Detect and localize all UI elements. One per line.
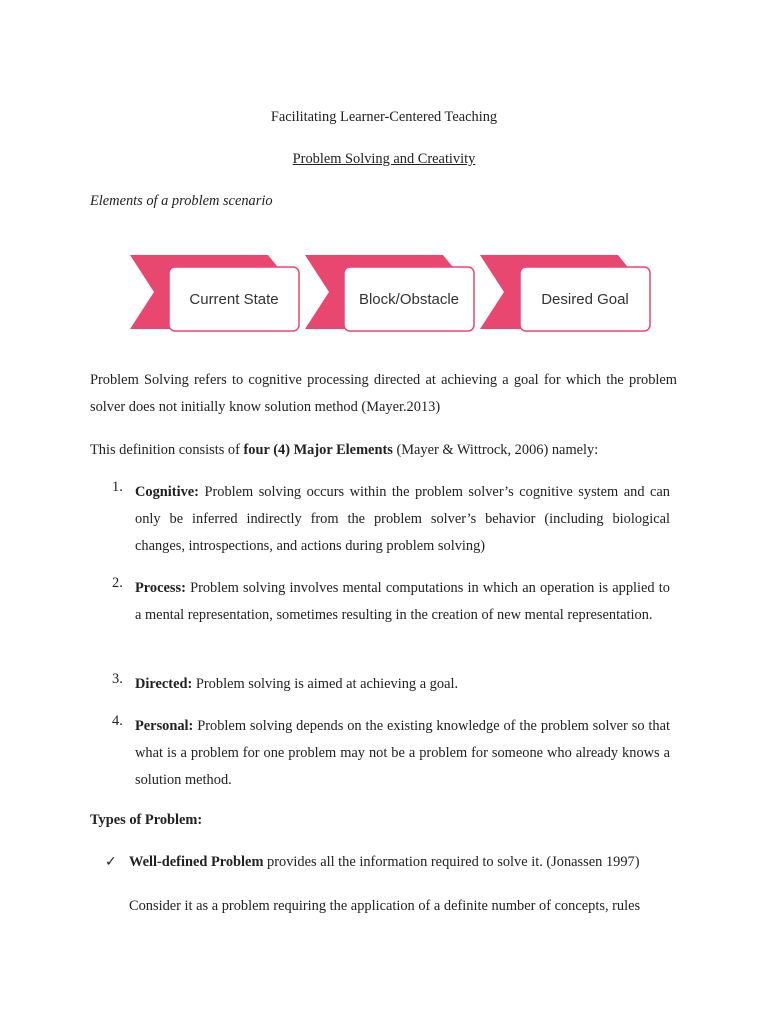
intro-bold-text: four (4) Major Elements — [243, 442, 393, 458]
document-subtitle: Problem Solving and Creativity — [292, 151, 476, 167]
checkmark-icon: ✓ — [105, 854, 117, 870]
list-term: Personal: — [135, 718, 194, 734]
consider-paragraph: Consider it as a problem requiring the application of a definite number of concepts, rules — [129, 898, 641, 914]
list-text: Problem solving is aimed at achieving a goal. — [192, 676, 459, 692]
list-term: Directed: — [135, 676, 193, 692]
list-number: 1. — [112, 479, 123, 495]
list-term: Process: — [135, 580, 186, 596]
problem-scenario-diagram — [128, 253, 658, 335]
diagram-step-1 — [130, 255, 299, 331]
list-body — [135, 671, 670, 698]
intro-paragraph — [90, 437, 677, 464]
document-title: Facilitating Learner-Centered Teaching — [270, 109, 498, 125]
list-body — [135, 713, 670, 794]
intro-citation: (Mayer & Wittrock, 2006) namely: — [392, 442, 599, 458]
types-heading: Types of Problem: — [90, 812, 203, 828]
definition-paragraph: Problem Solving refers to cognitive processing directed at achieving a goal for which the problem solver does not initially know solution method (Mayer.2013) — [90, 372, 677, 415]
section-heading: Elements of a problem scenario — [90, 193, 273, 209]
diagram-step-2 — [305, 255, 474, 331]
list-body — [135, 479, 670, 560]
list-text: Problem solving occurs within the problem solver’s cognitive system and can only be inferred indirectly from the problem solver’s behavior (including biological changes, introspections, and actions during problem solving) — [135, 484, 670, 554]
intro-text: This definition consists of — [90, 442, 244, 458]
check-item-description: provides all the information required to solve it. (Jonassen 1997) — [263, 854, 640, 870]
list-number: 3. — [112, 671, 123, 687]
list-body — [135, 575, 670, 629]
list-text: Problem solving involves mental computations in which an operation is applied to a mental representation, sometimes resulting in the creation of new mental representation. — [135, 580, 670, 623]
diagram-svg — [128, 253, 658, 335]
list-term: Cognitive: — [135, 484, 199, 500]
list-number: 4. — [112, 713, 123, 729]
diagram-step-3 — [480, 255, 650, 331]
list-number: 2. — [112, 575, 123, 591]
check-item-term: Well-defined Problem — [129, 854, 264, 870]
step-label: Current State — [189, 291, 279, 308]
check-item-text — [129, 854, 677, 871]
list-text: Problem solving depends on the existing knowledge of the problem solver so that what is a problem for one problem may not be a problem for someone who already knows a solution method. — [135, 718, 670, 788]
step-label: Block/Obstacle — [358, 291, 460, 308]
step-label: Desired Goal — [541, 291, 629, 308]
